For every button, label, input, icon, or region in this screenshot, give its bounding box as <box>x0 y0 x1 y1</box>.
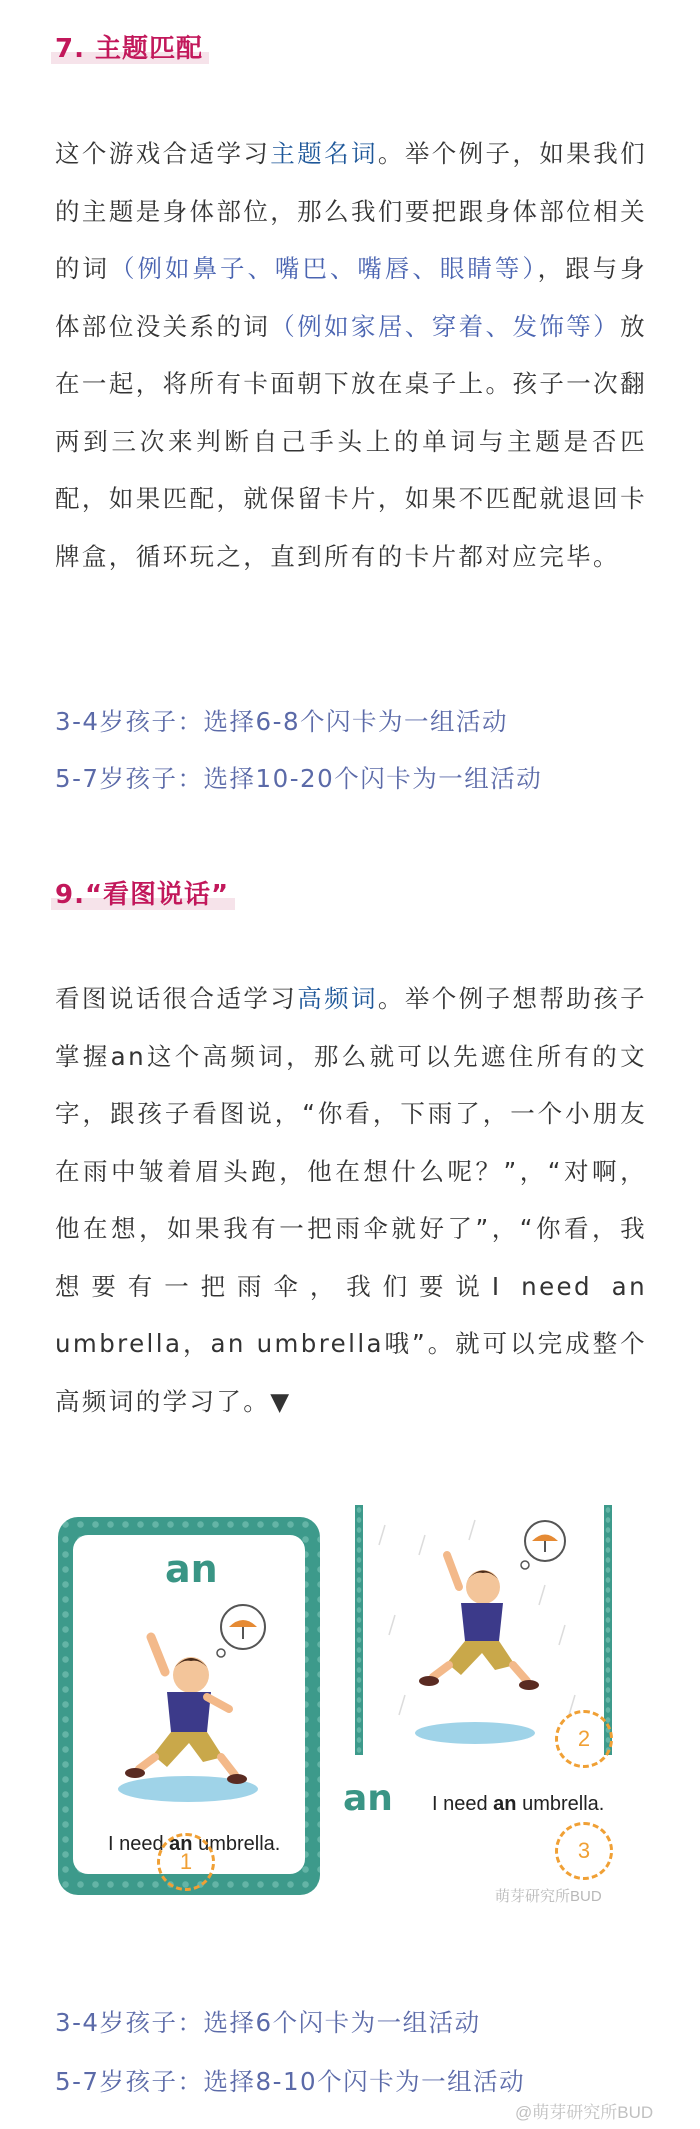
number-marker-3: 3 <box>555 1822 613 1880</box>
sentence-text: I need <box>108 1833 170 1855</box>
text-run: ，跟与身体部位没关系的词 <box>55 254 647 341</box>
age-line: 3-4岁孩子：选择6个闪卡为一组活动 <box>55 2008 481 2037</box>
key-term: 主题名词 <box>270 139 378 168</box>
text-run: 放在一起，将所有卡面朝下放在桌子上。孩子一次翻两到三次来判断自己手头上的单词与主题是否匹配，如果匹配，就保留卡片，如果不匹配就退回卡牌盒，循环玩之，直到所有的卡片都对应完毕。 <box>55 311 648 571</box>
text-run: 。举个例子，如果我们的主题是身体部位，那么我们要把跟身体部位相关的词 <box>55 139 648 283</box>
example-run: （例如鼻子、嘴巴、嘴唇、眼睛等） <box>109 254 538 283</box>
number-marker-1: 1 <box>157 1833 215 1891</box>
age-line: 5-7岁孩子：选择10-20个闪卡为一组活动 <box>55 764 543 793</box>
section-9-title: 9.“看图说话” <box>55 880 230 910</box>
sentence-text: I need <box>432 1793 494 1815</box>
sentence-key-word: an <box>493 1793 517 1815</box>
text-run: 看图说话很合适学习 <box>55 984 298 1013</box>
sentence-text: umbrella. <box>192 1833 281 1855</box>
sentence-text: umbrella. <box>516 1793 605 1815</box>
age-line: 3-4岁孩子：选择6-8个闪卡为一组活动 <box>55 707 509 736</box>
section-7-heading <box>55 28 203 65</box>
footer-watermark: @萌芽研究所BUD <box>515 2103 654 2122</box>
section-9-paragraph <box>55 970 647 1430</box>
card-edge-left <box>355 1505 363 1755</box>
example-run: （例如家居、穿着、发饰等） <box>270 311 621 341</box>
number-marker-2: 2 <box>555 1710 613 1768</box>
card-word: an <box>165 1547 218 1591</box>
flashcard-inner <box>73 1535 305 1874</box>
text-run: 这个游戏合适学习 <box>55 139 271 168</box>
text-run: 。举个例子想帮助孩子掌握an这个高频词，那么就可以先遮住所有的文字，跟孩子看图说，“你看，下雨了，一个小朋友在雨中皱着眉头跑，他在想什么呢？”，“对啊，他在想，如果我有一把雨伞就好了”，“你看，我想要有一把雨伞，我们要说I need an umbrella，an umbrella哦”。就可以完成整个高频词的学习了。▼ <box>55 984 648 1416</box>
section-7-title: 7. 主题匹配 <box>55 34 204 64</box>
section-9-heading <box>55 874 229 911</box>
key-term: 高频词 <box>297 984 378 1013</box>
card-edge-right <box>604 1505 612 1755</box>
sentence-key-word: an <box>169 1833 193 1855</box>
section-7-paragraph <box>55 125 647 585</box>
age-line: 5-7岁孩子：选择8-10个闪卡为一组活动 <box>55 2067 526 2096</box>
image-watermark: 萌芽研究所BUD <box>495 1888 602 1905</box>
boy-running-illustration <box>103 1597 283 1807</box>
card-word: an <box>343 1778 393 1819</box>
card-sentence <box>432 1793 604 1816</box>
